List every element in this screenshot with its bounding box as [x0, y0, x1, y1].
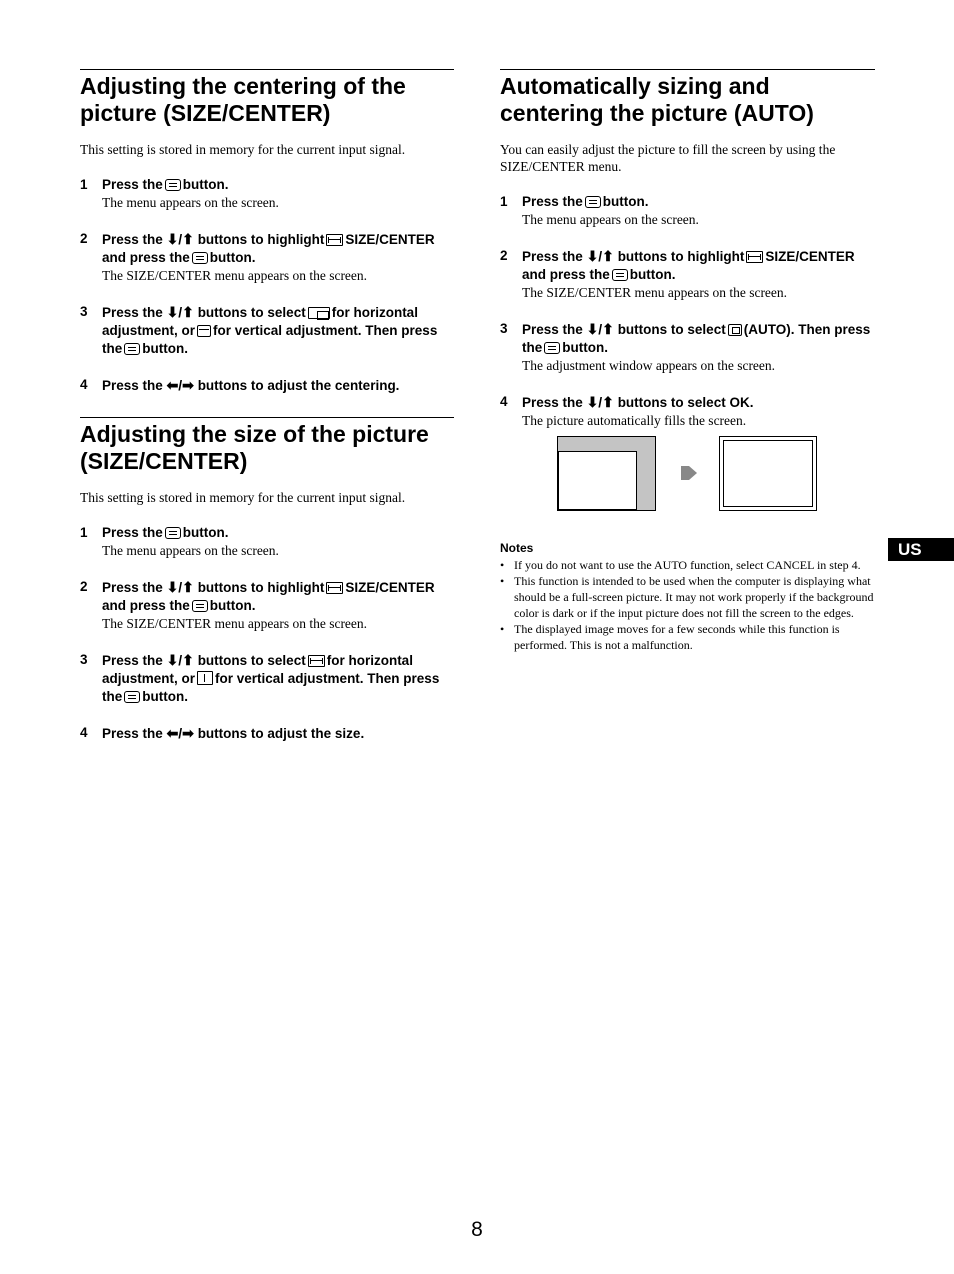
- step-instruction: [522, 393, 875, 412]
- step-result: The SIZE/CENTER menu appears on the screen.: [102, 268, 368, 283]
- step-text: buttons to highlight: [617, 249, 745, 264]
- auto-icon: [728, 324, 742, 336]
- section-heading: Automatically sizing and centering the picture (AUTO): [500, 73, 814, 126]
- step-text: Press the: [102, 177, 163, 192]
- step-text: buttons to adjust the centering.: [197, 378, 400, 393]
- section-heading: Adjusting the size of the picture (SIZE/CENTER): [80, 421, 429, 474]
- step-number: 3: [500, 321, 508, 336]
- step-instruction: [102, 524, 454, 542]
- step-number: 3: [80, 304, 88, 319]
- step-1: [80, 524, 454, 560]
- step-2: [80, 578, 454, 633]
- step-result: The SIZE/CENTER menu appears on the screen.: [522, 285, 788, 300]
- step-text: Press the: [102, 653, 163, 668]
- left-right-arrows-icon: ⬅/➡: [166, 725, 194, 741]
- step-text: Press the: [102, 580, 163, 595]
- step-instruction: [522, 193, 875, 211]
- step-text: SIZE/CENTER and press the: [102, 232, 435, 265]
- notes: [500, 540, 875, 653]
- horizontal-size-icon: [308, 655, 325, 667]
- menu-icon: [544, 342, 560, 354]
- step-text: button.: [142, 341, 188, 356]
- step-4: [80, 724, 454, 743]
- right-column: [500, 69, 875, 653]
- size-center-icon: [746, 251, 763, 263]
- auto-illustration: [500, 436, 875, 514]
- menu-icon: [165, 527, 181, 539]
- step-number: 2: [80, 231, 88, 246]
- horizontal-center-icon: [308, 307, 330, 319]
- right-arrow-icon: [680, 462, 698, 484]
- step-text: for horizontal adjustment, or: [102, 305, 418, 338]
- section-size: [80, 417, 454, 743]
- step-text: button.: [182, 177, 229, 192]
- step-instruction: [102, 651, 454, 706]
- step-text: button.: [209, 598, 256, 613]
- step-text: Press the: [102, 305, 163, 320]
- step-number: 2: [80, 579, 88, 594]
- step-instruction: [522, 247, 875, 284]
- note-item: • If you do not want to use the AUTO function, select CANCEL in step 4.: [500, 557, 875, 573]
- step-1: [80, 176, 454, 212]
- step-text: buttons to select: [617, 322, 726, 337]
- step-number: 3: [80, 652, 88, 667]
- step-text: button.: [182, 525, 229, 540]
- down-up-arrows-icon: ⬇/⬆: [166, 579, 194, 595]
- down-up-arrows-icon: ⬇/⬆: [166, 652, 194, 668]
- step-text: button.: [142, 689, 188, 704]
- step-text: for horizontal adjustment, or: [102, 653, 413, 686]
- down-up-arrows-icon: ⬇/⬆: [586, 321, 614, 337]
- step-text: Press the: [522, 322, 583, 337]
- step-3: [500, 320, 875, 375]
- step-text: (AUTO). Then press the: [522, 322, 871, 355]
- down-up-arrows-icon: ⬇/⬆: [166, 231, 194, 247]
- step-result: The menu appears on the screen.: [102, 543, 279, 558]
- menu-icon: [585, 196, 601, 208]
- step-number: 4: [80, 725, 88, 740]
- note-item: • This function is intended to be used when the computer is displaying what should be a full-screen picture. It may not work properly if the background color is dark or if the input picture does not fill the screen to the edges.: [500, 573, 875, 621]
- menu-icon: [124, 343, 140, 355]
- section-intro: This setting is stored in memory for the current input signal.: [80, 142, 406, 157]
- step-number: 4: [80, 377, 88, 392]
- menu-icon: [165, 179, 181, 191]
- size-center-icon: [326, 582, 343, 594]
- step-text: for vertical adjustment. Then press the: [102, 671, 440, 704]
- step-1: [500, 193, 875, 229]
- step-instruction: [102, 230, 454, 267]
- step-text: Press the: [102, 726, 163, 741]
- step-result: The SIZE/CENTER menu appears on the screen.: [102, 616, 368, 631]
- screen-before-illustration: [557, 436, 656, 511]
- picture-before: [558, 451, 637, 510]
- down-up-arrows-icon: ⬇/⬆: [586, 248, 614, 264]
- step-number: 1: [80, 177, 88, 192]
- menu-icon: [192, 600, 208, 612]
- left-column: [80, 69, 454, 761]
- step-result: The menu appears on the screen.: [522, 212, 699, 227]
- step-instruction: [522, 320, 875, 357]
- step-instruction: [102, 376, 454, 395]
- page-number: 8: [471, 1218, 483, 1241]
- step-2: [80, 230, 454, 285]
- notes-list: [500, 557, 875, 653]
- step-text: Press the: [102, 378, 163, 393]
- section-auto: [500, 69, 875, 653]
- step-text: button.: [209, 250, 256, 265]
- picture-after: [723, 440, 813, 507]
- step-instruction: [102, 303, 454, 358]
- step-text: Press the: [522, 249, 583, 264]
- step-4: [500, 393, 875, 430]
- step-instruction: [102, 176, 454, 194]
- left-right-arrows-icon: ⬅/➡: [166, 377, 194, 393]
- down-up-arrows-icon: ⬇/⬆: [586, 394, 614, 410]
- step-text: Press the: [522, 194, 583, 209]
- step-text: for vertical adjustment. Then press the: [102, 323, 438, 356]
- step-3: [80, 303, 454, 358]
- vertical-size-icon: [197, 671, 213, 685]
- step-2: [500, 247, 875, 302]
- step-text: Press the: [102, 232, 163, 247]
- section-intro: This setting is stored in memory for the current input signal.: [80, 490, 406, 505]
- step-text: Press the: [102, 525, 163, 540]
- step-text: buttons to select: [197, 653, 306, 668]
- step-number: 4: [500, 394, 508, 409]
- down-up-arrows-icon: ⬇/⬆: [166, 304, 194, 320]
- step-text: buttons to highlight: [197, 232, 325, 247]
- vertical-center-icon: [197, 325, 211, 337]
- notes-title: Notes: [500, 541, 534, 555]
- step-text: button.: [602, 194, 649, 209]
- step-text: SIZE/CENTER and press the: [102, 580, 435, 613]
- step-number: 1: [500, 194, 508, 209]
- step-number: 2: [500, 248, 508, 263]
- language-tab: US: [888, 538, 954, 561]
- step-instruction: [102, 578, 454, 615]
- menu-icon: [124, 691, 140, 703]
- step-text: button.: [562, 340, 608, 355]
- section-heading: Adjusting the centering of the picture (SIZE/CENTER): [80, 73, 406, 126]
- step-text: buttons to select: [197, 305, 306, 320]
- step-text: buttons to highlight: [197, 580, 325, 595]
- step-result: The menu appears on the screen.: [102, 195, 279, 210]
- section-intro: You can easily adjust the picture to fill the screen by using the SIZE/CENTER menu.: [500, 142, 836, 174]
- step-text: SIZE/CENTER and press the: [522, 249, 855, 282]
- note-item: • The displayed image moves for a few seconds while this function is performed. This is not a malfunction.: [500, 621, 875, 653]
- size-center-icon: [326, 234, 343, 246]
- step-result: The picture automatically fills the screen.: [522, 413, 747, 428]
- step-text: Press the: [522, 395, 583, 410]
- step-instruction: [102, 724, 454, 743]
- section-centering: [80, 69, 454, 395]
- menu-icon: [192, 252, 208, 264]
- step-result: The adjustment window appears on the screen.: [522, 358, 776, 373]
- menu-icon: [612, 269, 628, 281]
- step-text: button.: [629, 267, 676, 282]
- step-3: [80, 651, 454, 706]
- step-4: [80, 376, 454, 395]
- step-text: buttons to adjust the size.: [197, 726, 365, 741]
- screen-after-illustration: [719, 436, 817, 511]
- step-number: 1: [80, 525, 88, 540]
- step-text: buttons to select OK.: [617, 395, 754, 410]
